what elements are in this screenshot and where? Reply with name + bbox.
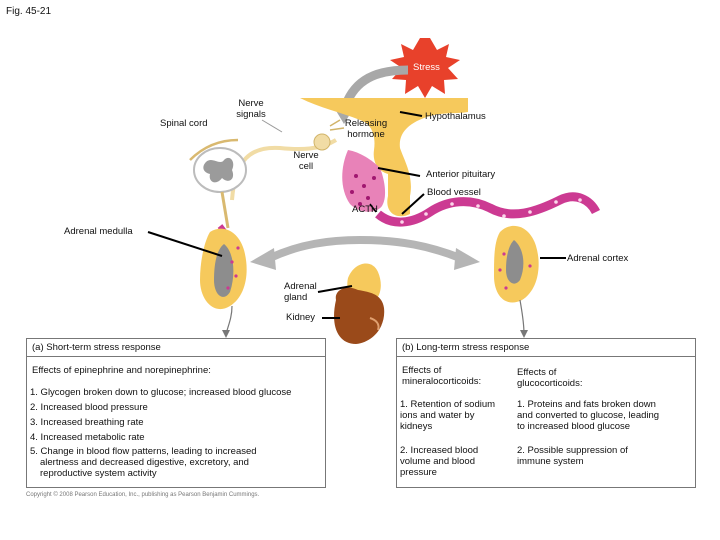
short-term-header bbox=[27, 339, 325, 357]
label-releasing-hormone-line2: hormone bbox=[347, 129, 385, 140]
label-hypothalamus: Hypothalamus bbox=[425, 111, 486, 122]
short-term-box bbox=[26, 338, 326, 488]
label-stress: Stress bbox=[413, 62, 440, 73]
label-nerve-signals-line1: Nerve bbox=[238, 98, 264, 109]
short-term-subtitle: Effects of epinephrine and norepinephrine: bbox=[32, 365, 211, 376]
label-adrenal-cortex: Adrenal cortex bbox=[567, 253, 629, 264]
label-nerve-cell bbox=[290, 150, 322, 172]
label-nerve-signals bbox=[232, 98, 270, 120]
glucocorticoids-heading: Effects of glucocorticoids: bbox=[517, 367, 583, 389]
long-term-title: (b) Long-term stress response bbox=[402, 342, 530, 353]
arrow-to-short-term bbox=[226, 306, 232, 334]
short-term-item-5b: alertness and decreased digestive, excretory, and bbox=[40, 457, 249, 468]
label-adrenal-gland-line2: gland bbox=[284, 292, 308, 303]
adrenal-gland-right bbox=[494, 226, 539, 303]
label-nerve-cell-line2: cell bbox=[298, 161, 314, 172]
arrow-to-long-term bbox=[520, 300, 524, 334]
leader-nerve-signals bbox=[262, 120, 282, 132]
label-nerve-signals-line2: signals bbox=[236, 109, 266, 120]
adrenal-gland-left bbox=[200, 229, 247, 309]
label-adrenal-gland bbox=[284, 281, 317, 303]
copyright-notice: Copyright © 2008 Pearson Education, Inc., publishing as Pearson Benjamin Cummings. bbox=[26, 492, 260, 498]
label-releasing-hormone bbox=[338, 118, 394, 140]
label-adrenal-gland-line1: Adrenal bbox=[284, 281, 317, 292]
label-nerve-cell-line1: Nerve bbox=[293, 150, 319, 161]
label-blood-vessel: Blood vessel bbox=[427, 187, 481, 198]
mineralocorticoids-heading: Effects of mineralocorticoids: bbox=[402, 365, 482, 387]
short-term-item-2: 2. Increased blood pressure bbox=[30, 402, 148, 413]
short-term-item-5: 5. Change in blood flow patterns, leading to increased bbox=[30, 446, 257, 457]
long-term-header bbox=[397, 339, 695, 357]
long-term-box bbox=[396, 338, 696, 488]
short-term-item-1: 1. Glycogen broken down to glucose; increased blood glucose bbox=[30, 387, 292, 398]
label-releasing-hormone-line1: Releasing bbox=[344, 118, 388, 129]
label-anterior-pituitary: Anterior pituitary bbox=[426, 169, 496, 180]
figure-label: Fig. 45-21 bbox=[6, 6, 52, 17]
mineralocorticoids-item-2: 2. Increased blood volume and blood pressure bbox=[400, 445, 479, 478]
kidney-with-adrenal bbox=[334, 263, 384, 344]
glucocorticoids-item-1: 1. Proteins and fats broken down and converted to glucose, leading to increased blood glucose bbox=[517, 399, 660, 432]
label-kidney: Kidney bbox=[286, 312, 316, 323]
mineralocorticoids-item-1: 1. Retention of sodium ions and water by kidneys bbox=[400, 399, 496, 432]
glucocorticoids-item-2: 2. Possible suppression of immune system bbox=[517, 445, 628, 467]
label-adrenal-medulla: Adrenal medulla bbox=[64, 226, 133, 237]
short-term-item-5c: reproductive system activity bbox=[40, 468, 157, 479]
short-term-item-4: 4. Increased metabolic rate bbox=[30, 432, 145, 443]
short-term-item-3: 3. Increased breathing rate bbox=[30, 417, 144, 428]
label-spinal-cord: Spinal cord bbox=[160, 118, 208, 129]
short-term-title: (a) Short-term stress response bbox=[32, 342, 161, 353]
label-acth: ACTH bbox=[352, 204, 378, 215]
spinal-cord-section bbox=[194, 148, 246, 228]
